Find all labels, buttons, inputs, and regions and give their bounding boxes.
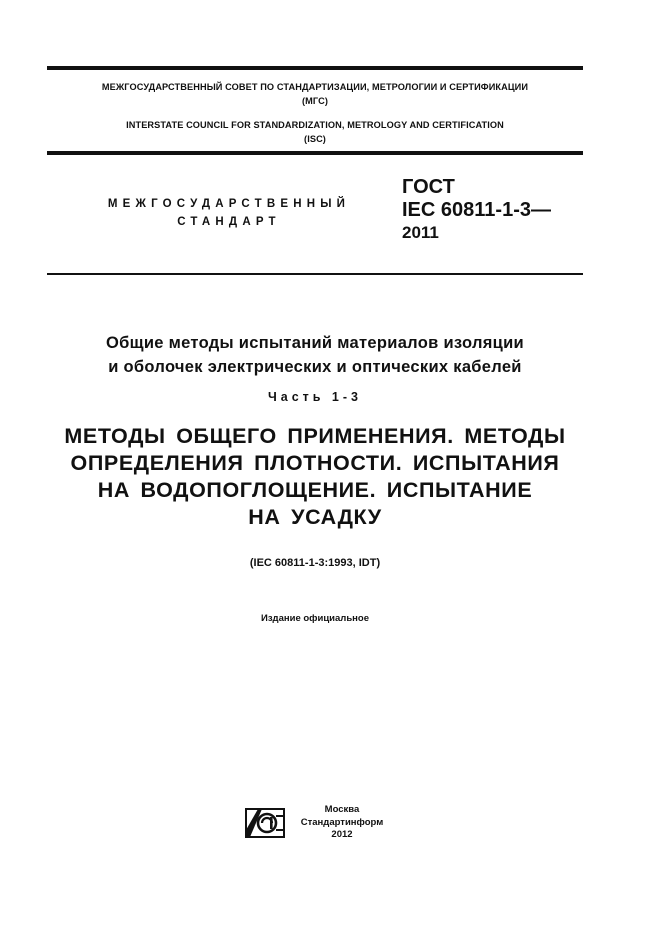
standard-type bbox=[100, 195, 358, 231]
document-subtitle-line2: ОПРЕДЕЛЕНИЯ ПЛОТНОСТИ. ИСПЫТАНИЯ bbox=[70, 451, 560, 475]
standard-type-line1: МЕЖГОСУДАРСТВЕННЫЙ bbox=[107, 198, 351, 210]
publisher-info bbox=[290, 804, 394, 842]
standartinform-logo-icon bbox=[245, 808, 285, 838]
standard-type-line2: СТАНДАРТ bbox=[177, 216, 281, 228]
document-title-line2: и оболочек электрических и оптических кабелей bbox=[108, 358, 522, 376]
publisher-city: Москва bbox=[324, 804, 360, 815]
council-abbr-en: (ISC) bbox=[304, 134, 326, 144]
designation-year: 2011 bbox=[402, 223, 439, 242]
designation-prefix: ГОСТ bbox=[402, 176, 455, 198]
council-name-ru bbox=[47, 80, 583, 108]
document-subtitle bbox=[47, 423, 583, 531]
publisher-year: 2012 bbox=[331, 829, 353, 840]
document-title-line1: Общие методы испытаний материалов изоляции bbox=[106, 334, 524, 352]
council-abbr-ru: (МГС) bbox=[302, 96, 328, 106]
document-subtitle-line4: НА УСАДКУ bbox=[248, 505, 382, 529]
thin-rule bbox=[47, 273, 583, 275]
top-rule bbox=[47, 66, 583, 70]
document-subtitle-line3: НА ВОДОПОГЛОЩЕНИЕ. ИСПЫТАНИЕ bbox=[97, 478, 533, 502]
designation-number: IEC 60811-1-3— bbox=[402, 199, 551, 221]
middle-rule bbox=[47, 151, 583, 155]
council-name-en-line1: INTERSTATE COUNCIL FOR STANDARDIZATION, METROLOGY AND CERTIFICATION bbox=[126, 120, 504, 130]
council-name-en bbox=[47, 118, 583, 146]
publisher-name: Стандартинформ bbox=[300, 816, 384, 828]
standard-designation bbox=[402, 176, 551, 244]
document-title bbox=[47, 331, 583, 379]
identity-reference: (IEC 60811-1-3:1993, IDT) bbox=[249, 557, 381, 569]
part-number: Часть 1-3 bbox=[267, 390, 363, 404]
edition-label: Издание официальное bbox=[261, 613, 369, 624]
document-subtitle-line1: МЕТОДЫ ОБЩЕГО ПРИМЕНЕНИЯ. МЕТОДЫ bbox=[64, 424, 566, 448]
council-name-ru-line1: МЕЖГОСУДАРСТВЕННЫЙ СОВЕТ ПО СТАНДАРТИЗАЦИИ, МЕТРОЛОГИИ И СЕРТИФИКАЦИИ bbox=[101, 82, 529, 92]
